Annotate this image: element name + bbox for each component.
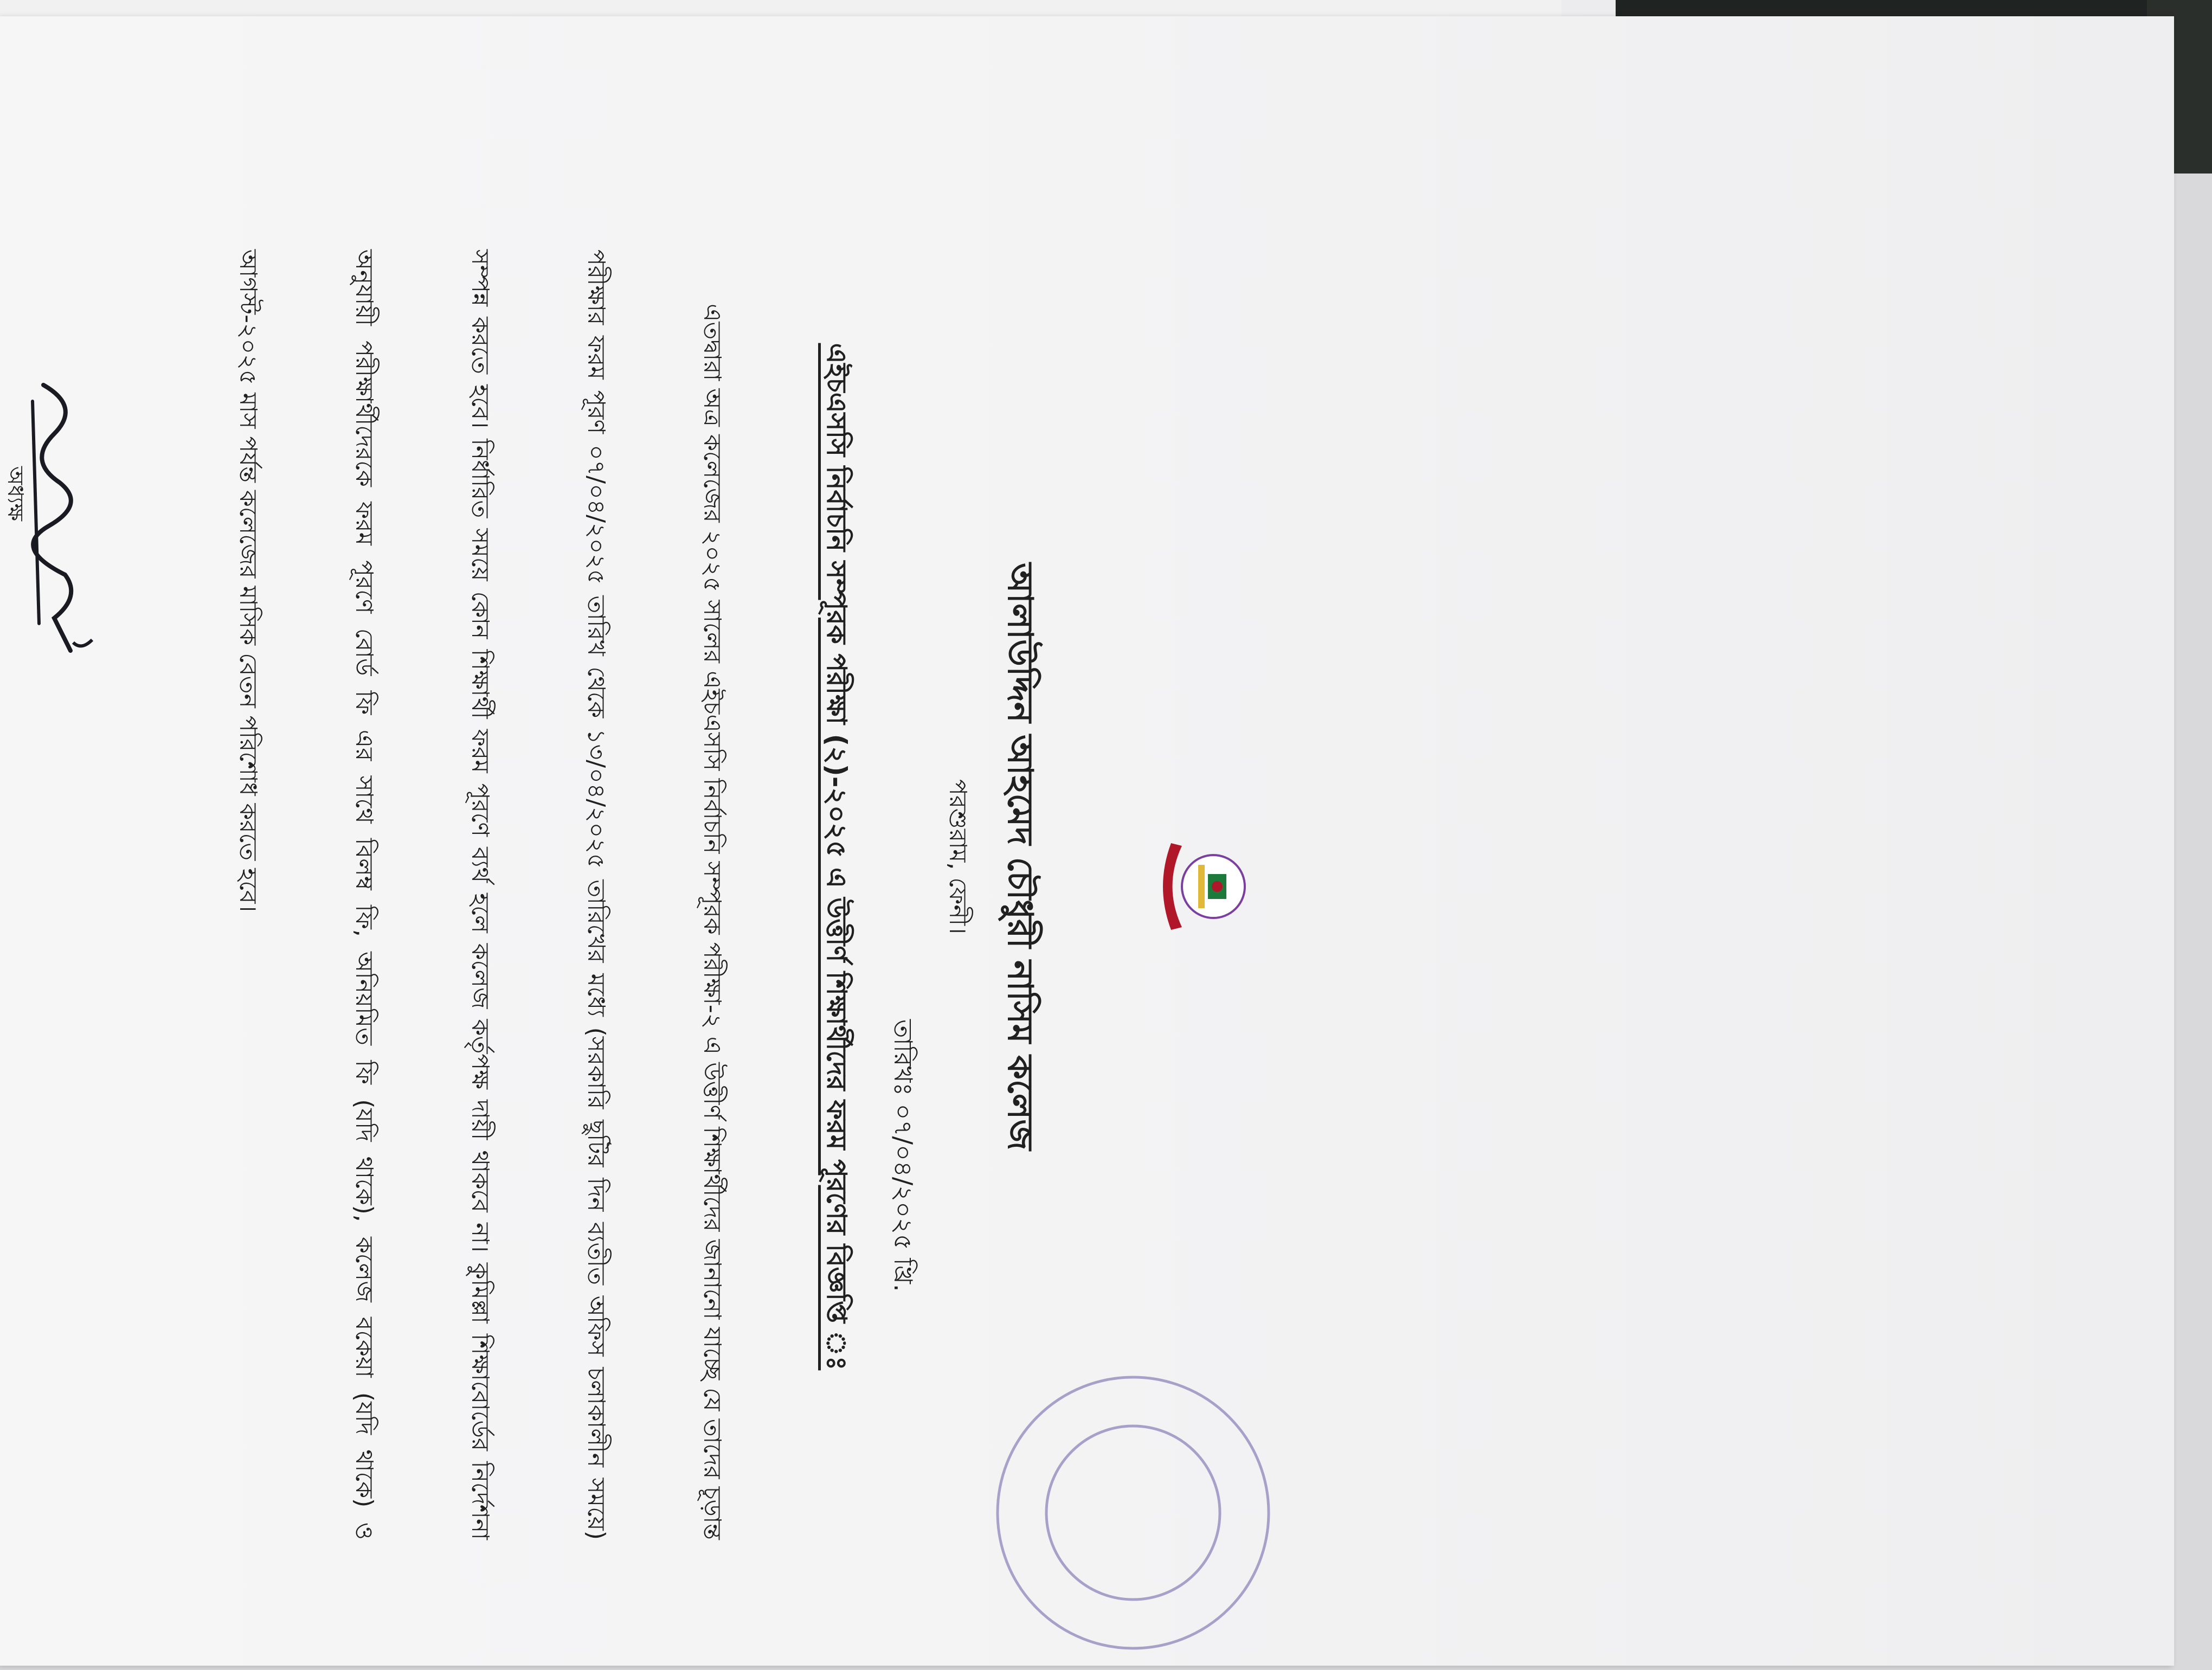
college-address: পরশুরাম, ফেনী।: [944, 779, 972, 934]
notice-body: [190, 249, 770, 1540]
notice-page: [0, 43, 1312, 1670]
college-seal-icon: [987, 1366, 1279, 1659]
notice-paper: [0, 16, 2174, 1666]
college-name: আলাউদ্দিন আহমেদ চৌধুরী নাসিম কলেজ: [1000, 563, 1040, 1151]
notice-subject: এইচএসসি নির্বাচনি সম্পূরক পরীক্ষা (২)-২০২৫ এ উত্তীর্ণ শিক্ষার্থীদের ফরম পূরণের বিজ্ঞপ্তি ঃ: [821, 343, 852, 1371]
notice-date: তারিখঃ ০৭/০৪/২০২৫ খ্রি.: [889, 1019, 918, 1292]
signer-designation: অধ্যক্ষ: [3, 466, 28, 522]
notice-body-text: এতদ্বারা অত্র কলেজের ২০২৫ সালের এইচএসসি নির্বাচনি সম্পূরক পরীক্ষা-২ এ উত্তীর্ণ শিক্ষার্থীদের জানানো যাচ্ছে যে তাদের চূড়ান্ত পরীক্ষার ফরম পূরণ ০৭/০৪/২০২৫ তারিখ থেকে ১৩/০৪/২০২৫ তারিখের মধ্যে (সরকারি ছুটির দিন ব্যতীত অফিস চলাকালীন সময়ে) সম্পন্ন করতে হবে। নির্ধারিত সময়ে কোন শিক্ষার্থী ফরম পূরণে ব্যর্থ হলে কলেজ কর্তৃপক্ষ দায়ী থাকবে না। কুমিল্লা শিক্ষাবোর্ডের নির্দেশনা অনুযায়ী পরীক্ষার্থীদেরকে ফরম পূরণে বোর্ড ফি এর সাথে বিলম্ব ফি, অনিয়মিত ফি (যদি থাকে), কলেজ বকেয়া (যদি থাকে) ও আগস্ট-২০২৫ মাস পর্যন্ত কলেজের মাসিক বেতন পরিশোধ করতে হবে।: [234, 249, 726, 1540]
college-crest-icon: [1155, 835, 1258, 938]
